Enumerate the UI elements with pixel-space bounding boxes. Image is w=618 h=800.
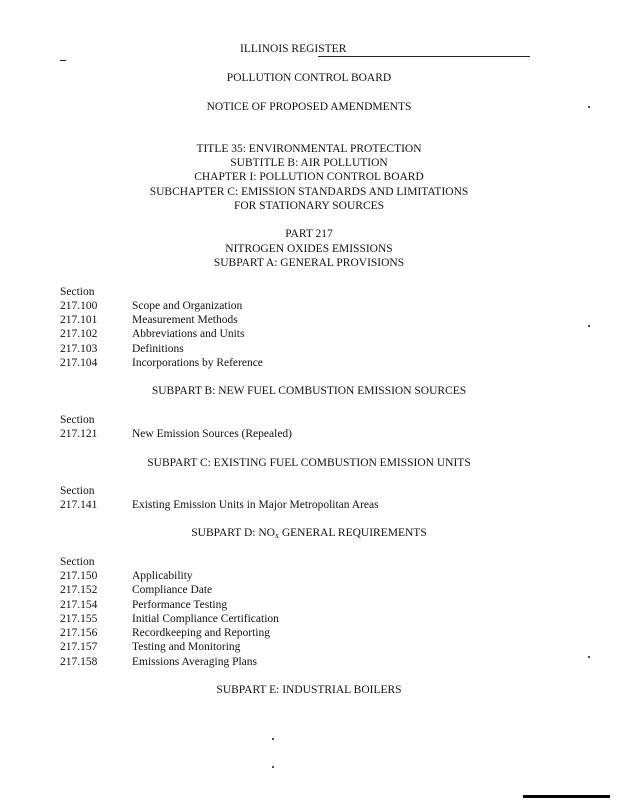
section-title: Incorporations by Reference	[132, 357, 263, 369]
section-number: 217.103	[60, 343, 98, 355]
section-title: Existing Emission Units in Major Metropolitan Areas	[132, 499, 379, 511]
register-header: ILLINOIS REGISTER	[240, 43, 347, 55]
section-number: 217.155	[60, 613, 98, 625]
section-title: Measurement Methods	[132, 314, 238, 326]
section-label: Section	[60, 414, 95, 426]
notice-heading: NOTICE OF PROPOSED AMENDMENTS	[206, 101, 412, 113]
scan-speck	[588, 106, 590, 108]
scan-speck	[588, 325, 590, 327]
subpart-d-heading-subscript: x	[274, 531, 279, 540]
section-number: 217.150	[60, 570, 98, 582]
header-rule	[318, 56, 530, 57]
section-number: 217.101	[60, 314, 98, 326]
subchapter-continued: FOR STATIONARY SOURCES	[233, 200, 385, 212]
section-number: 217.156	[60, 627, 98, 639]
subpart-a-heading: SUBPART A: GENERAL PROVISIONS	[213, 257, 405, 269]
part-name: NITROGEN OXIDES EMISSIONS	[225, 243, 393, 255]
title-line: TITLE 35: ENVIRONMENTAL PROTECTION	[196, 143, 422, 155]
scan-speck	[588, 656, 590, 658]
section-title: Applicability	[132, 570, 193, 582]
section-label: Section	[60, 556, 95, 568]
subpart-d-heading	[0, 527, 618, 540]
header-dash	[60, 60, 66, 61]
section-number: 217.158	[60, 656, 98, 668]
subchapter-line: SUBCHAPTER C: EMISSION STANDARDS AND LIMITATIONS	[149, 186, 469, 198]
section-title: Initial Compliance Certification	[132, 613, 279, 625]
section-title: Emissions Averaging Plans	[132, 656, 258, 668]
section-title: Performance Testing	[132, 599, 228, 611]
section-title: Compliance Date	[132, 584, 213, 596]
scan-speck	[272, 766, 274, 768]
subpart-c-heading: SUBPART C: EXISTING FUEL COMBUSTION EMISSION UNITS	[147, 457, 471, 469]
section-title: Testing and Monitoring	[132, 641, 241, 653]
section-number: 217.152	[60, 584, 98, 596]
section-number: 217.100	[60, 300, 98, 312]
section-label: Section	[60, 286, 95, 298]
section-title: Definitions	[132, 343, 184, 355]
section-label: Section	[60, 485, 95, 497]
section-number: 217.154	[60, 599, 98, 611]
section-title: Scope and Organization	[132, 300, 243, 312]
section-title: New Emission Sources (Repealed)	[132, 428, 293, 440]
section-title: Abbreviations and Units	[132, 328, 245, 340]
scan-edge-bar	[523, 795, 610, 798]
subpart-e-heading: SUBPART E: INDUSTRIAL BOILERS	[216, 684, 402, 696]
section-title: Recordkeeping and Reporting	[132, 627, 270, 639]
subpart-b-heading: SUBPART B: NEW FUEL COMBUSTION EMISSION SOURCES	[151, 385, 467, 397]
subtitle-line: SUBTITLE B: AIR POLLUTION	[230, 157, 388, 169]
board-name: POLLUTION CONTROL BOARD	[226, 72, 392, 84]
subpart-d-heading-pre: SUBPART D: NO	[191, 527, 275, 539]
section-number: 217.102	[60, 328, 98, 340]
section-number: 217.104	[60, 357, 98, 369]
part-number: PART 217	[285, 228, 333, 240]
section-number: 217.121	[60, 428, 98, 440]
section-number: 217.157	[60, 641, 98, 653]
section-number: 217.141	[60, 499, 98, 511]
subpart-d-heading-post: GENERAL REQUIREMENTS	[278, 527, 427, 539]
chapter-line: CHAPTER I: POLLUTION CONTROL BOARD	[194, 171, 424, 183]
scan-speck	[272, 738, 274, 740]
